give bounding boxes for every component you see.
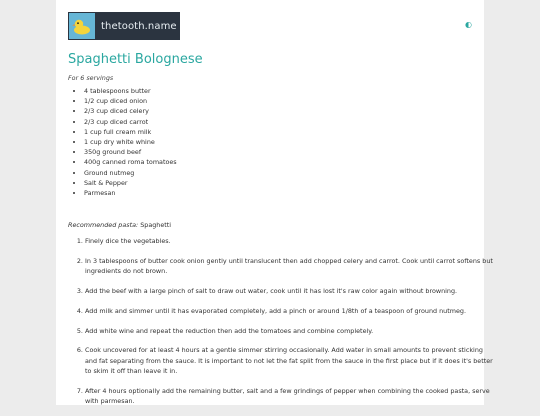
step-item: 6. Cook uncovered for at least 4 hours at a gentle simmer stirring occasionally. Add water in small amounts to prevent sticking and fat separating from the sauce. It is important to not let the fat split from the sauce in the first place but if it does it's better to skim it off than leave it in. — [85, 345, 493, 376]
step-item: 1. Finely dice the vegetables. — [85, 236, 493, 246]
list-item: • Salt & Pepper — [84, 178, 177, 188]
step-item: 2. In 3 tablespoons of butter cook onion gently until translucent then add chopped celery and carrot. Cook until carrot softens but ingredients do not brown. — [85, 256, 493, 277]
list-item: • 400g canned roma tomatoes — [84, 157, 177, 167]
recommended-pasta-value: Spaghetti — [138, 221, 172, 229]
list-item: • 1 cup dry white whine — [84, 137, 177, 147]
site-header[interactable] — [68, 12, 180, 40]
ingredient-list — [68, 86, 177, 198]
recommended-pasta — [68, 221, 171, 229]
list-item: • 4 tablespoons butter — [84, 86, 177, 96]
site-name[interactable]: thetooth.name — [101, 20, 177, 32]
recommended-pasta-label: Recommended pasta: — [68, 221, 139, 229]
step-item: 3. Add the beef with a large pinch of salt to draw out water, cook until it has lost it's raw color again without browning. — [85, 286, 493, 296]
servings-text: For 6 servings — [68, 74, 114, 82]
list-item: • 2/3 cup diced carrot — [84, 117, 177, 127]
step-item: 5. Add white wine and repeat the reduction then add the tomatoes and combine completely. — [85, 326, 493, 336]
list-item: • 1/2 cup diced onion — [84, 96, 177, 106]
list-item: • 2/3 cup diced celery — [84, 106, 177, 116]
step-item: 4. Add milk and simmer until it has evaporated completely, add a pinch or around 1/8th of a teaspoon of ground nutmeg. — [85, 306, 493, 316]
list-item: • Ground nutmeg — [84, 168, 177, 178]
step-list — [68, 236, 493, 416]
step-item: 7. After 4 hours optionally add the remaining butter, salt and a few grindings of pepper when combining the cooked pasta, serve with parmesan. — [85, 386, 493, 407]
rubber-duck-icon — [69, 13, 95, 39]
list-item: • Parmesan — [84, 188, 177, 198]
page — [56, 0, 493, 406]
list-item: • 1 cup full cream milk — [84, 127, 177, 137]
theme-toggle-icon[interactable]: ◐ — [465, 20, 472, 29]
page-title: Spaghetti Bolognese — [68, 52, 203, 67]
list-item: • 350g ground beef — [84, 147, 177, 157]
